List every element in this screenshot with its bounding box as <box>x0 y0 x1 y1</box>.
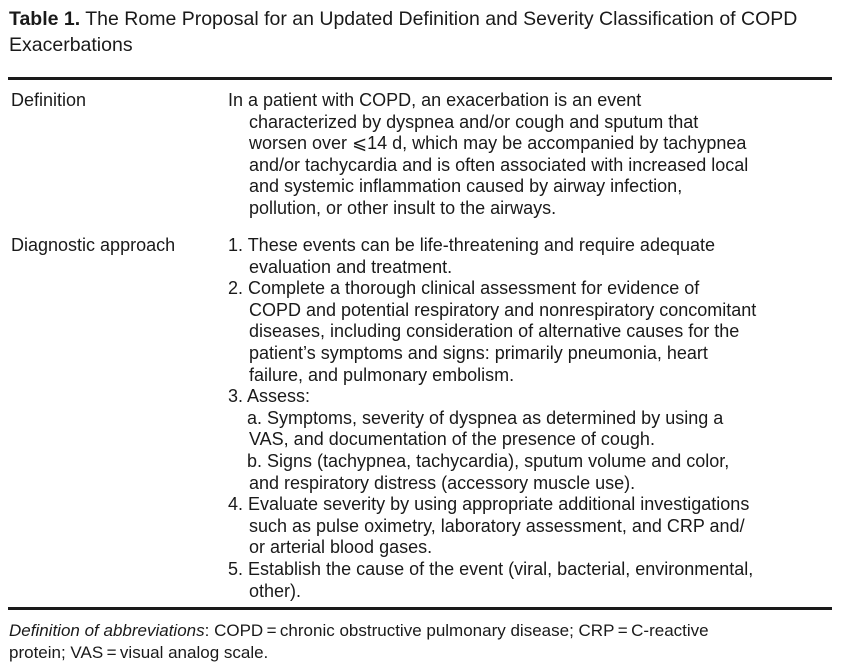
diagnostic-list <box>228 235 833 602</box>
list-item-line: 3. Assess: <box>228 386 311 407</box>
list-item-line: 1. These events can be life-threatening and require adequate <box>228 235 716 255</box>
list-item <box>228 386 833 408</box>
list-item <box>228 494 833 559</box>
list-item <box>228 559 833 602</box>
footnote-text-line1: : COPD = chronic obstructive pulmonary disease; CRP = C-reactive <box>204 621 709 640</box>
row-label-definition: Definition <box>11 90 87 110</box>
sub-list-item <box>228 451 833 494</box>
table-footnote <box>9 620 839 664</box>
footnote-text-line2: protein; VAS = visual analog scale. <box>9 643 269 662</box>
list-item-line: VAS, and documentation of the presence of cough. <box>249 429 655 450</box>
list-item-line: COPD and potential respiratory and nonrespiratory concomitant <box>249 299 757 320</box>
table-title-text: The Rome Proposal for an Updated Definition and Severity Classification of COPD Exacerbations <box>9 8 798 56</box>
list-item-line: other). <box>249 580 302 601</box>
list-item-line: or arterial blood gases. <box>249 537 433 558</box>
table-title <box>9 6 839 58</box>
definition-text <box>228 90 833 220</box>
definition-line: worsen over ⩽14 d, which may be accompanied by tachypnea <box>249 133 747 154</box>
definition-line: and systemic inflammation caused by airway infection, <box>249 176 683 197</box>
list-item <box>228 235 833 278</box>
list-item-line: patient’s symptoms and signs: primarily pneumonia, heart <box>249 342 708 363</box>
definition-line: and/or tachycardia and is often associated with increased local <box>249 154 749 175</box>
footnote-label: Definition of abbreviations <box>9 621 205 640</box>
list-item-line: 5. Establish the cause of the event (viral, bacterial, environmental, <box>228 558 754 579</box>
list-item-line: such as pulse oximetry, laboratory assessment, and CRP and/ <box>249 515 745 536</box>
list-item-line: and respiratory distress (accessory muscle use). <box>249 472 636 493</box>
list-item-line: 4. Evaluate severity by using appropriate additional investigations <box>228 494 750 515</box>
table-number: Table 1. <box>9 8 81 30</box>
list-item-line: failure, and pulmonary embolism. <box>249 364 515 385</box>
row-label-diagnostic: Diagnostic approach <box>11 235 176 255</box>
list-item-line: 2. Complete a thorough clinical assessment for evidence of <box>228 278 700 299</box>
definition-line: characterized by dyspnea and/or cough and sputum that <box>249 111 699 132</box>
list-item-line: diseases, including consideration of alternative causes for the <box>249 321 740 342</box>
definition-line: pollution, or other insult to the airways. <box>249 197 557 218</box>
definition-line: In a patient with COPD, an exacerbation is an event <box>228 90 642 110</box>
sub-list-item <box>228 408 833 451</box>
list-item-line: evaluation and treatment. <box>249 256 453 277</box>
list-item-line: a. Symptoms, severity of dyspnea as determined by using a <box>247 407 724 428</box>
list-item <box>228 278 833 386</box>
list-item-line: b. Signs (tachypnea, tachycardia), sputum volume and color, <box>247 450 730 471</box>
top-rule <box>8 77 832 80</box>
bottom-rule <box>8 607 832 610</box>
